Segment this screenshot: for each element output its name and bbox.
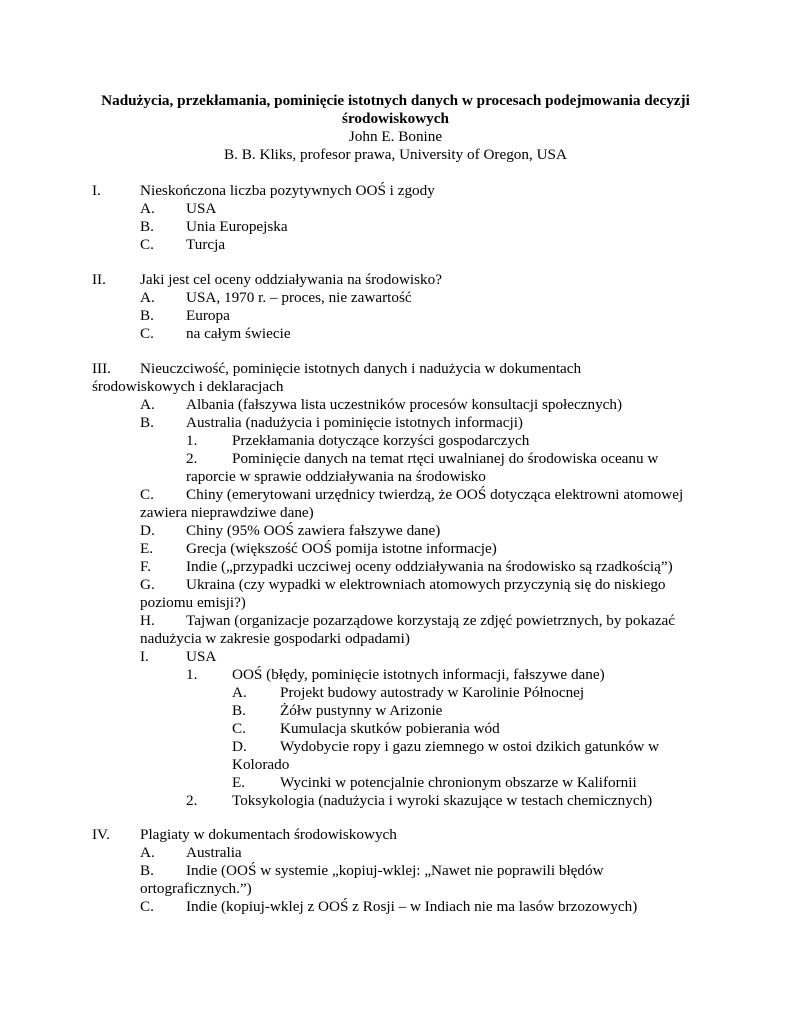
section-number: IV.	[92, 826, 110, 843]
list-marker: A.	[140, 289, 155, 306]
document-title	[60, 92, 731, 128]
author-name: John E. Bonine	[348, 128, 443, 145]
list-item: Grecja (większość OOŚ pomija istotne informacje)	[186, 540, 497, 557]
list-item-continued: nadużycia w zakresie gospodarki odpadami)	[140, 630, 410, 647]
list-item: Turcja	[186, 236, 226, 253]
section-heading: Nieuczciwość, pominięcie istotnych danych i nadużycia w dokumentach	[140, 360, 582, 377]
list-item: Australia	[186, 844, 242, 861]
list-item: USA	[186, 648, 217, 665]
title-line-2: środowiskowych	[342, 110, 449, 127]
list-item: OOŚ (błędy, pominięcie istotnych informacji, fałszywe dane)	[232, 666, 605, 683]
list-marker: E.	[232, 774, 246, 791]
list-marker: D.	[232, 738, 247, 755]
list-marker: B.	[232, 702, 246, 719]
list-item: Żółw pustynny w Arizonie	[280, 702, 443, 719]
list-item: Przekłamania dotyczące korzyści gospodarczych	[232, 432, 530, 449]
list-item: Indie (OOŚ w systemie „kopiuj-wklej: „Nawet nie poprawili błędów	[186, 862, 604, 879]
list-marker: H.	[140, 612, 155, 629]
list-marker: A.	[232, 684, 247, 701]
list-marker: 1.	[186, 666, 198, 683]
list-marker: B.	[140, 218, 154, 235]
list-item: Wydobycie ropy i gazu ziemnego w ostoi dzikich gatunków w	[280, 738, 660, 755]
list-item-continued: poziomu emisji?)	[140, 594, 246, 611]
list-marker: C.	[140, 486, 154, 503]
list-marker: B.	[140, 307, 154, 324]
list-marker: A.	[140, 844, 155, 861]
list-marker: C.	[232, 720, 246, 737]
section-number: III.	[92, 360, 111, 377]
list-item: Pominięcie danych na temat rtęci uwalnianej do środowiska oceanu w	[232, 450, 659, 467]
section-heading: Nieskończona liczba pozytywnych OOŚ i zgody	[140, 182, 435, 199]
list-item-continued: raporcie w sprawie oddziaływania na środowisko	[186, 468, 486, 485]
list-item: Wycinki w potencjalnie chronionym obszarze w Kalifornii	[280, 774, 637, 791]
list-marker: G.	[140, 576, 155, 593]
list-item: Albania (fałszywa lista uczestników procesów konsultacji społecznych)	[186, 396, 623, 413]
list-item: Europa	[186, 307, 230, 324]
list-marker: C.	[140, 898, 154, 915]
list-item: na całym świecie	[186, 325, 291, 342]
section-number: II.	[92, 271, 106, 288]
list-marker: I.	[140, 648, 149, 665]
section-number: I.	[92, 182, 101, 199]
author-affiliation: B. B. Kliks, profesor prawa, University of Oregon, USA	[224, 146, 567, 163]
section-heading: Jaki jest cel oceny oddziaływania na środowisko?	[140, 271, 442, 288]
list-item: Chiny (95% OOŚ zawiera fałszywe dane)	[186, 522, 441, 539]
list-marker: 1.	[186, 432, 198, 449]
list-item: Ukraina (czy wypadki w elektrowniach atomowych przyczynią się do niskiego	[186, 576, 666, 593]
list-item-continued: ortograficznych.”)	[140, 880, 252, 897]
title-line-1: Nadużycia, przekłamania, pominięcie istotnych danych w procesach podejmowania decyzji	[101, 92, 690, 109]
list-item-continued: zawiera nieprawdziwe dane)	[140, 504, 314, 521]
list-marker: 2.	[186, 792, 198, 809]
list-marker: B.	[140, 414, 154, 431]
list-item: Toksykologia (nadużycia i wyroki skazujące w testach chemicznych)	[232, 792, 653, 809]
list-item: Projekt budowy autostrady w Karolinie Północnej	[280, 684, 585, 701]
list-marker: A.	[140, 396, 155, 413]
list-item-continued: Kolorado	[232, 756, 290, 773]
section-heading-continued: środowiskowych i deklaracjach	[92, 378, 284, 395]
list-marker: F.	[140, 558, 152, 575]
list-item: Kumulacja skutków pobierania wód	[280, 720, 500, 737]
list-item: Chiny (emerytowani urzędnicy twierdzą, że OOŚ dotycząca elektrowni atomowej	[186, 486, 684, 503]
list-item: USA	[186, 200, 217, 217]
list-marker: B.	[140, 862, 154, 879]
list-item: Unia Europejska	[186, 218, 288, 235]
list-item: USA, 1970 r. – proces, nie zawartość	[186, 289, 412, 306]
list-item: Indie (kopiuj-wklej z OOŚ z Rosji – w Indiach nie ma lasów brzozowych)	[186, 898, 638, 915]
list-item: Tajwan (organizacje pozarządowe korzystają ze zdjęć powietrznych, by pokazać	[186, 612, 676, 629]
list-marker: C.	[140, 236, 154, 253]
list-item: Australia (nadużycia i pominięcie istotnych informacji)	[186, 414, 523, 431]
list-marker: 2.	[186, 450, 198, 467]
list-marker: A.	[140, 200, 155, 217]
list-item: Indie („przypadki uczciwej oceny oddziaływania na środowisko są rzadkością”)	[186, 558, 673, 575]
list-marker: C.	[140, 325, 154, 342]
list-marker: D.	[140, 522, 155, 539]
list-marker: E.	[140, 540, 154, 557]
section-heading: Plagiaty w dokumentach środowiskowych	[140, 826, 397, 843]
